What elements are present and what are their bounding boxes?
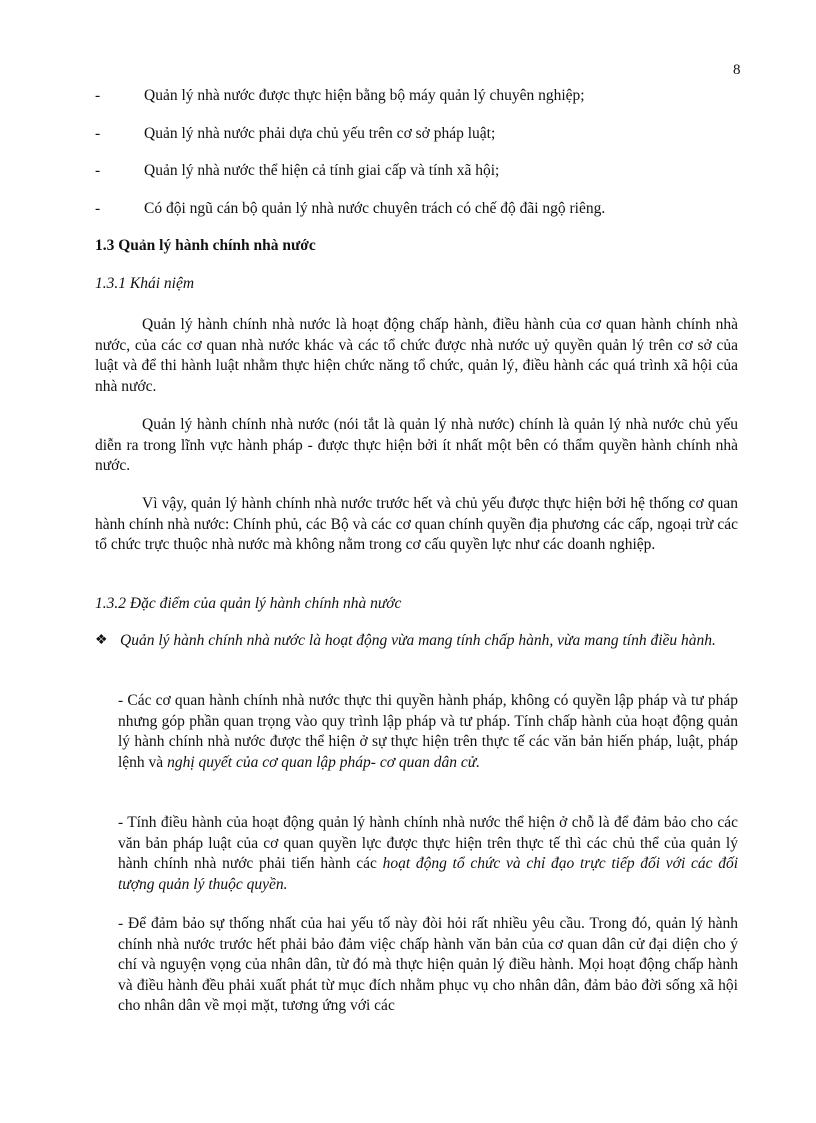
section-heading: 1.3 Quản lý hành chính nhà nước xyxy=(95,237,316,254)
paragraph: Quản lý hành chính nhà nước là hoạt động chấp hành, điều hành của cơ quan hành chính nhà nước, của các cơ quan nhà nước khác và các tổ chức được nhà nước uỷ quyền quản lý trên cơ sở của luật và để thi hành luật nhằm thực hiện chức năng tổ chức, quản lý, điều hành các quá trình xã hội của nhà nước. xyxy=(95,316,738,395)
list-item-text: Quản lý nhà nước phải dựa chủ yếu trên cơ sở pháp luật; xyxy=(144,125,496,142)
page-number: 8 xyxy=(733,62,741,78)
paragraph-text: - Các cơ quan hành chính nhà nước thực thi quyền hành pháp, không có quyền lập pháp và tư pháp nhưng góp phần quan trọng vào quy trình lập pháp và tư pháp. Tính chấp hành của hoạt động quản lý hành chính nhà nước được thể hiện ở sự thực hiện trên thực tế các văn bản hiến pháp, luật, pháp lệnh và xyxy=(118,692,738,771)
bullet-point xyxy=(95,631,738,652)
list-item xyxy=(95,199,605,219)
list-item-text: Quản lý nhà nước thể hiện cả tính giai cấp và tính xã hội; xyxy=(144,162,500,179)
subsection-heading-characteristics: 1.3.2 Đặc điểm của quản lý hành chính nhà nước xyxy=(95,595,402,612)
paragraph: Quản lý hành chính nhà nước (nói tắt là quản lý nhà nước) chính là quản lý nhà nước chủ yếu diễn ra trong lĩnh vực hành pháp - được thực hiện bởi ít nhất một bên có thẩm quyền hành chính nhà nước. xyxy=(95,416,738,474)
list-dash: - xyxy=(95,162,101,179)
paragraph xyxy=(118,691,738,773)
list-item-text: Quản lý nhà nước được thực hiện bằng bộ máy quản lý chuyên nghiệp; xyxy=(144,87,585,104)
list-item xyxy=(95,86,585,106)
diamond-bullet-icon: ❖ xyxy=(95,633,108,648)
list-dash: - xyxy=(95,200,101,217)
list-item xyxy=(95,161,499,181)
bullet-text: Quản lý hành chính nhà nước là hoạt động vừa mang tính chấp hành, vừa mang tính điều hành. xyxy=(120,632,716,649)
paragraph: Vì vậy, quản lý hành chính nhà nước trước hết và chủ yếu được thực hiện bởi hệ thống cơ quan hành chính nhà nước: Chính phủ, các Bộ và các cơ quan chính quyền địa phương các cấp, ngoại trừ các tổ chức trực thuộc nhà nước mà không nằm trong cơ cấu quyền lực như các doanh nghiệp. xyxy=(95,495,738,553)
paragraph: - Để đảm bảo sự thống nhất của hai yếu tố này đòi hỏi rất nhiều yêu cầu. Trong đó, quản lý hành chính nhà nước trước hết phải bảo đảm việc chấp hành văn bản của cơ quan dân cử đại diện cho ý chí và nguyện vọng của nhân dân, từ đó mà thực hiện quản lý điều hành. Mọi hoạt động chấp hành và điều hành đều phải xuất phát từ mục đích nhằm phục vụ cho nhân dân, đảm bảo đời sống xã hội cho nhân dân về mọi mặt, tương ứng với các xyxy=(118,915,738,1014)
paragraph-text: - Tính điều hành của hoạt động quản lý hành chính nhà nước thể hiện ở chỗ là để đảm bảo cho các văn bản pháp luật của cơ quan quyền lực được thực hiện trên thực tế thì các chủ thể của quản lý hành chính nhà nước phải tiến hành các xyxy=(118,814,738,872)
list-dash: - xyxy=(95,125,101,142)
list-dash: - xyxy=(95,87,101,104)
subsection-heading-concept: 1.3.1 Khái niệm xyxy=(95,275,195,292)
list-item-text: Có đội ngũ cán bộ quản lý nhà nước chuyên trách có chế độ đãi ngộ riêng. xyxy=(144,200,606,217)
paragraph-italic: nghị quyết của cơ quan lập pháp- cơ quan dân cử. xyxy=(167,753,481,771)
paragraph xyxy=(118,813,738,895)
list-item xyxy=(95,124,495,144)
paragraph-italic: hoạt động tổ chức và chỉ đạo trực tiếp đối với các đối tượng quản lý thuộc quyền. xyxy=(118,855,739,893)
